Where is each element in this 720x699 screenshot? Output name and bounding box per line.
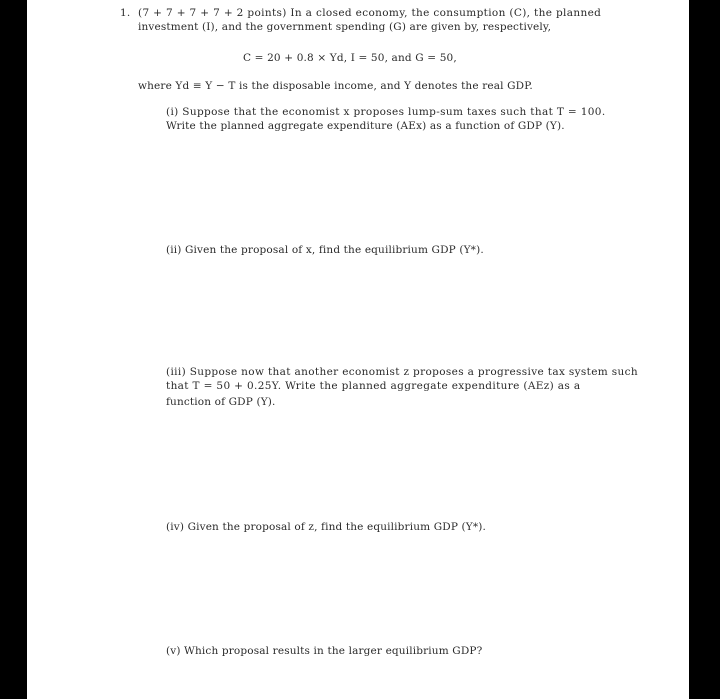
definition-line: where Yd ≡ Y − T is the disposable income, and Y denotes the real GDP.	[138, 80, 533, 92]
part-i-line-1: (i) Suppose that the economist x proposes lump-sum taxes such that T = 100.	[166, 106, 606, 118]
question-number: 1.	[120, 7, 131, 19]
question-intro-line-2: investment (I), and the government spending (G) are given by, respectively,	[138, 21, 552, 33]
question-intro-line-1: (7 + 7 + 7 + 7 + 2 points) In a closed economy, the consumption (C), the planned	[138, 7, 602, 19]
part-iii-line-3: function of GDP (Y).	[166, 396, 276, 408]
part-v-line-1: (v) Which proposal results in the larger equilibrium GDP?	[166, 645, 483, 657]
document-page	[27, 0, 689, 699]
part-ii-line-1: (ii) Given the proposal of x, find the equilibrium GDP (Y*).	[166, 244, 484, 256]
part-iii-line-1: (iii) Suppose now that another economist z proposes a progressive tax system such	[166, 366, 638, 378]
equation-line: C = 20 + 0.8 × Yd, I = 50, and G = 50,	[243, 52, 457, 64]
part-i-line-2: Write the planned aggregate expenditure (AEx) as a function of GDP (Y).	[166, 120, 565, 132]
part-iii-line-2: that T = 50 + 0.25Y. Write the planned aggregate expenditure (AEz) as a	[166, 380, 581, 392]
part-iv-line-1: (iv) Given the proposal of z, find the equilibrium GDP (Y*).	[166, 521, 486, 533]
